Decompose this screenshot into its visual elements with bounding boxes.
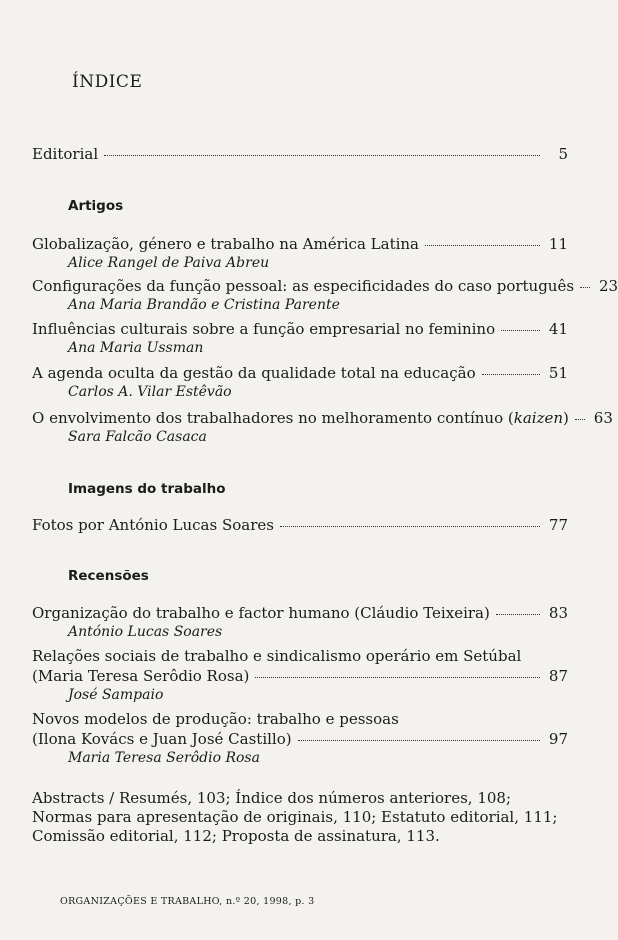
- toc-entry-editorial: [32, 144, 568, 164]
- toc-entry: [32, 515, 568, 535]
- dot-leader: [580, 287, 590, 288]
- page-number: 41: [548, 320, 568, 338]
- appendix-line: Normas para apresentação de originais, 110; Estatuto editorial, 111;: [32, 808, 558, 826]
- dot-leader: [280, 526, 540, 527]
- toc-entry: [32, 709, 568, 767]
- dot-leader: [255, 677, 540, 678]
- entry-title: (Maria Teresa Serôdio Rosa): [32, 667, 250, 685]
- entry-title-line: Novos modelos de produção: trabalho e pessoas: [32, 710, 399, 728]
- page-number: 11: [548, 235, 568, 253]
- dot-leader: [501, 330, 540, 331]
- toc-entry: [32, 408, 613, 446]
- page-number: 83: [548, 604, 568, 622]
- entry-author: Maria Teresa Serôdio Rosa: [68, 750, 260, 766]
- toc-entry: [32, 603, 568, 641]
- section-heading-imagens: Imagens do trabalho: [68, 481, 226, 497]
- entry-title: Influências culturais sobre a função empresarial no feminino: [32, 320, 496, 338]
- entry-title: A agenda oculta da gestão da qualidade total na educação: [32, 364, 476, 382]
- toc-entry: [32, 319, 568, 357]
- section-heading-artigos: Artigos: [68, 198, 124, 214]
- dot-leader: [298, 740, 540, 741]
- entry-author: José Sampaio: [68, 687, 164, 703]
- running-footer: ORGANIZAÇÕES E TRABALHO, n.º 20, 1998, p. 3: [60, 896, 315, 907]
- entry-title: Organização do trabalho e factor humano (Cláudio Teixeira): [32, 604, 490, 622]
- entry-author: Ana Maria Brandão e Cristina Parente: [68, 297, 340, 313]
- page-number: 63: [593, 409, 613, 427]
- appendix-line: Comissão editorial, 112; Proposta de assinatura, 113.: [32, 827, 440, 845]
- entry-title: Globalização, género e trabalho na América Latina: [32, 235, 419, 253]
- entry-author: Sara Falcão Casaca: [68, 429, 207, 445]
- page-number: 87: [548, 667, 568, 685]
- page-number: 77: [548, 516, 568, 534]
- appendix-line: Abstracts / Resumés, 103; Índice dos números anteriores, 108;: [32, 789, 511, 807]
- entry-title: O envolvimento dos trabalhadores no melhoramento contínuo (kaizen): [32, 409, 569, 427]
- page-number: 51: [548, 364, 568, 382]
- appendix-list: [32, 789, 557, 846]
- toc-entry: [32, 363, 568, 401]
- entry-title-line: Relações sociais de trabalho e sindicalismo operário em Setúbal: [32, 647, 522, 665]
- dot-leader: [575, 419, 585, 420]
- entry-author: Carlos A. Vilar Estêvão: [68, 384, 232, 400]
- page-number: 23: [598, 277, 618, 295]
- entry-title: Configurações da função pessoal: as especificidades do caso português: [32, 277, 575, 295]
- entry-author: António Lucas Soares: [68, 624, 223, 640]
- entry-title: (Ilona Kovács e Juan José Castillo): [32, 730, 292, 748]
- section-heading-recensoes: Recensões: [68, 568, 149, 584]
- page-number: 97: [548, 730, 568, 748]
- entry-author: Ana Maria Ussman: [68, 340, 204, 356]
- entry-author: Alice Rangel de Paiva Abreu: [68, 255, 270, 271]
- entry-title: Fotos por António Lucas Soares: [32, 516, 274, 534]
- dot-leader: [104, 155, 540, 156]
- entry-title: Editorial: [32, 145, 99, 163]
- dot-leader: [482, 374, 540, 375]
- toc-entry: [32, 646, 568, 704]
- page-title: ÍNDICE: [72, 72, 143, 92]
- dot-leader: [496, 614, 540, 615]
- toc-entry: [32, 276, 618, 314]
- toc-entry: [32, 234, 568, 272]
- page-number: 5: [558, 145, 568, 163]
- dot-leader: [425, 245, 540, 246]
